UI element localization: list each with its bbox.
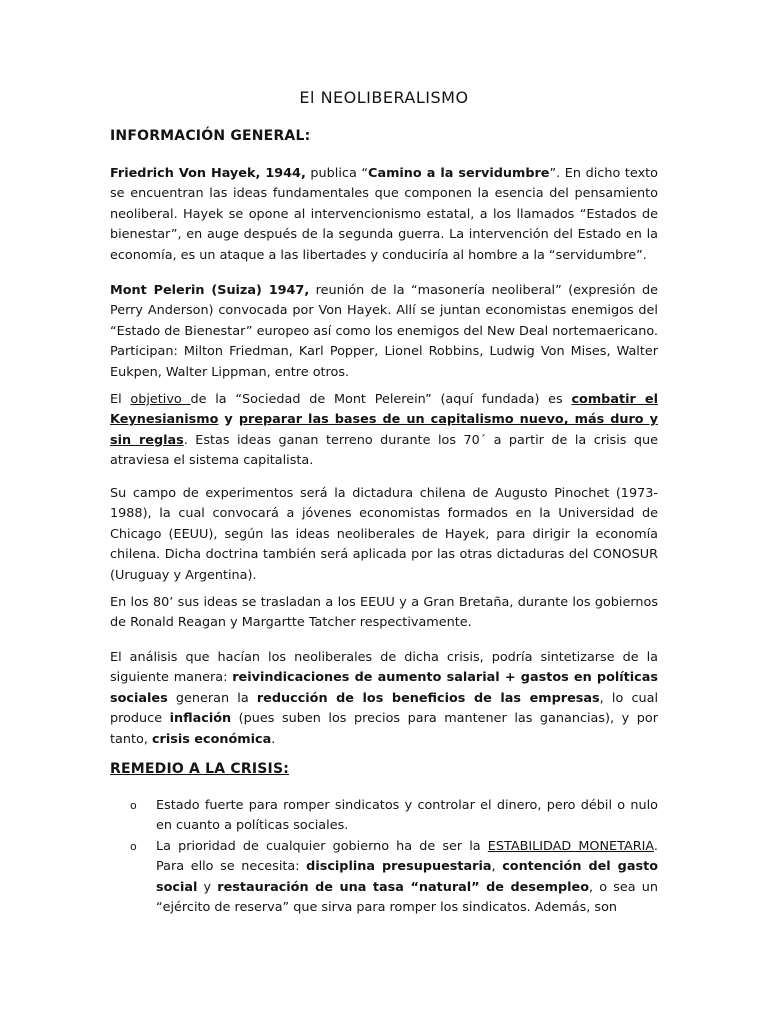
text: publica “ bbox=[305, 166, 369, 181]
section-heading-general: INFORMACIÓN GENERAL: bbox=[110, 128, 311, 144]
bold-phrase: reivindicaciones de aumento salarial + gastos en políticas sociales bbox=[110, 670, 659, 706]
section-heading-remedio: REMEDIO A LA CRISIS: bbox=[110, 761, 290, 777]
text: generan la bbox=[167, 690, 257, 706]
text: , lo cual produce bbox=[110, 690, 659, 727]
paragraph-80s: En los 80’ sus ideas se trasladan a los EEUU y a Gran Bretaña, durante los gobiernos de Ronald Reagan y Margartte Tatcher respectivamente. bbox=[110, 595, 658, 631]
text: y bbox=[197, 879, 218, 895]
combatir-phrase: combatir el Keynesianismo bbox=[110, 392, 658, 428]
bold-phrase: restauración de una tasa “natural” de desempleo bbox=[217, 879, 590, 895]
bold-phrase: contención del gasto social bbox=[156, 859, 658, 895]
text: ”. En dicho texto se encuentran las ideas fundamentales que componen la esencia del pensamiento neoliberal. Hayek se opone al intervencionismo estatal, a los llamados “Estados de bienestar”, en auge después de la segunda guerra. La intervención del Estado en la economía, es un ataque a las libertades y conduciría al hombre a la “servidumbre”. bbox=[110, 166, 658, 263]
paragraph-mont-pelerin bbox=[110, 281, 658, 383]
remedio-list bbox=[130, 796, 658, 918]
bullet-marker: o bbox=[130, 839, 137, 853]
text: . Estas ideas ganan terreno durante los 70´ a partir de la crisis que atraviesa el sistema capitalista. bbox=[110, 432, 658, 469]
text: El análisis que hacían los neoliberales de dicha crisis, podría sintetizarse de la siguiente manera: bbox=[110, 650, 658, 686]
paragraph-objetivo bbox=[110, 390, 658, 472]
list-item bbox=[130, 837, 658, 919]
book-title: Camino a la servidumbre bbox=[368, 166, 550, 181]
text: . Para ello se necesita: bbox=[156, 838, 658, 875]
text: y bbox=[218, 412, 239, 428]
preparar-phrase: preparar las bases de un capitalismo nuevo, más duro y sin reglas bbox=[110, 412, 658, 448]
text: de la “Sociedad de Mont Pelerein” (aquí fundada) es bbox=[190, 392, 572, 407]
bold-phrase: disciplina presupuestaria bbox=[306, 859, 492, 875]
bold-phrase: crisis económica bbox=[151, 731, 272, 747]
paragraph-analisis bbox=[110, 648, 658, 750]
text: reunión de la “masonería neoliberal” (expresión de Perry Anderson) convocada por Von Hayek. Allí se juntan economistas enemigos del “Estado de Bienestar” europeo así como los enemigos del New Deal nortemaericano. Participan: Milton Friedman, Karl Popper, Lionel Robbins, Ludwig Von Mises, Walter Eukpen, Walter Lippman, entre otros. bbox=[110, 283, 658, 380]
bullet-marker: o bbox=[130, 799, 137, 812]
text: . bbox=[271, 731, 276, 747]
text: , o sea un “ejército de reserva” que sirva para romper los sindicatos. Además, son bbox=[156, 879, 658, 916]
text: El bbox=[110, 392, 131, 407]
bold-phrase: reducción de los beneficios de las empresas bbox=[256, 690, 600, 706]
objetivo-word: objetivo bbox=[130, 392, 191, 407]
text: , bbox=[491, 859, 503, 875]
bold-phrase: inflación bbox=[169, 711, 232, 727]
text: La prioridad de cualquier gobierno ha de ser la bbox=[156, 838, 488, 854]
list-item bbox=[130, 796, 658, 837]
list-item-text: Estado fuerte para romper sindicatos y controlar el dinero, pero débil o nulo en cuanto a políticas sociales. bbox=[156, 798, 658, 834]
text: (pues suben los precios para mantener las ganancias), y por tanto, bbox=[110, 711, 658, 747]
hayek-lead: Friedrich Von Hayek, 1944, bbox=[110, 166, 306, 181]
paragraph-chile: Su campo de experimentos será la dictadura chilena de Augusto Pinochet (1973-1988), la cual convocará a jóvenes economistas formados en la Universidad de Chicago (EEUU), según las ideas neoliberales de Hayek, para dirigir la economía chilena. Dicha doctrina también será aplicada por las otras dictaduras del CONOSUR (Uruguay y Argentina). bbox=[110, 486, 658, 583]
paragraph-hayek bbox=[110, 164, 658, 266]
document-title: El NEOLIBERALISMO bbox=[299, 88, 469, 107]
mont-pelerin-lead: Mont Pelerin (Suiza) 1947, bbox=[110, 283, 310, 298]
underlined-phrase: ESTABILIDAD MONETARIA bbox=[487, 838, 654, 854]
